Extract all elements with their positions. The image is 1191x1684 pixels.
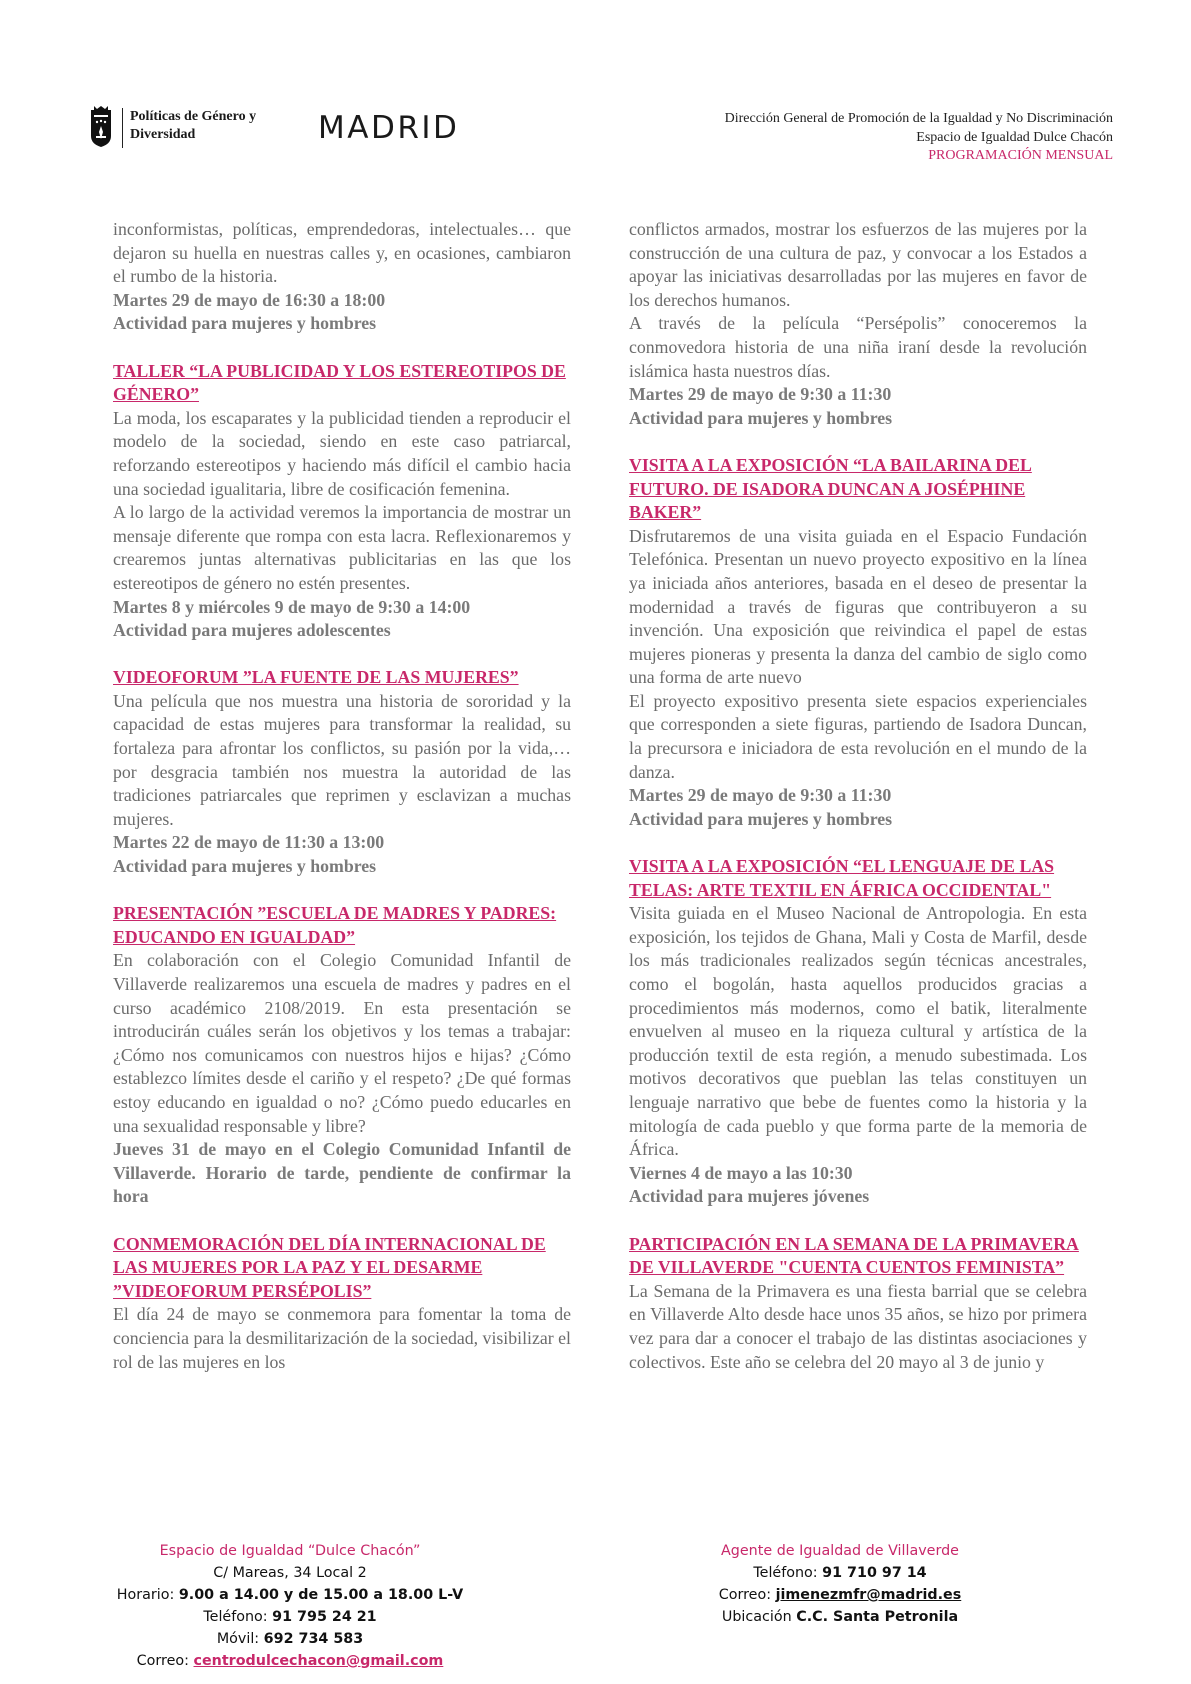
section-spacer bbox=[629, 430, 1087, 454]
activity-description: El día 24 de mayo se conmemora para fomentar la toma de conciencia para la desmilitarización de la sociedad, visibilizar el rol de las mujeres en los bbox=[113, 1304, 571, 1372]
email-label: Correo: bbox=[136, 1653, 194, 1669]
section-spacer bbox=[629, 1209, 1087, 1233]
activity-schedule: Actividad para mujeres y hombres bbox=[629, 808, 893, 829]
footer-right-contact bbox=[580, 1540, 1100, 1628]
footer-left-hours bbox=[30, 1584, 550, 1606]
activity-description: Disfrutaremos de una visita guiada en el Espacio Fundación Telefónica. Presentan un nuevo proyecto expositivo en la línea ya iniciada años anteriores, basada en el deseo de presentar la modernidad a través de figuras que contribuyeron a su invención. Una exposición que reivindica el papel de estas mujeres pioneras y presenta la danza del cambio de siglo como una forma de arte nuevo bbox=[629, 525, 1087, 688]
activity-schedule: Jueves 31 de mayo en el Colegio Comunidad Infantil de Villaverde. Horario de tarde, pendiente de confirmar la hora bbox=[113, 1139, 571, 1207]
activity-description: A través de la película “Persépolis” conoceremos la conmovedora historia de una niña iraní desde la revolución islámica hasta nuestros días. bbox=[629, 313, 1087, 381]
footer-left-title: Espacio de Igualdad “Dulce Chacón” bbox=[159, 1543, 421, 1559]
footer-left-address: C/ Mareas, 34 Local 2 bbox=[213, 1565, 367, 1581]
footer-left-email bbox=[30, 1650, 550, 1672]
phone-value: 91 795 24 21 bbox=[272, 1609, 377, 1625]
header-right-block bbox=[725, 110, 1113, 166]
activity-schedule: Martes 29 de mayo de 9:30 a 11:30 bbox=[629, 384, 892, 405]
madrid-crest-icon bbox=[88, 106, 114, 148]
footer-right-email bbox=[580, 1584, 1100, 1606]
footer-right-title: Agente de Igualdad de Villaverde bbox=[721, 1543, 959, 1559]
department-line-2: Diversidad bbox=[130, 127, 196, 142]
phone-value: 91 710 97 14 bbox=[822, 1565, 927, 1581]
mobile-label: Móvil: bbox=[216, 1631, 264, 1647]
activity-schedule: Martes 29 de mayo de 9:30 a 11:30 bbox=[629, 785, 892, 806]
activity-schedule: Martes 29 de mayo de 16:30 a 18:00 bbox=[113, 289, 386, 310]
activity-description: conflictos armados, mostrar los esfuerzos de las mujeres por la construcción de una cultura de paz, y convocar a los Estados a apoyar las iniciativas desarrolladas por las mujeres en favor de los derechos humanos. bbox=[629, 219, 1087, 310]
location-value: C.C. Santa Petronila bbox=[796, 1609, 959, 1625]
section-spacer bbox=[113, 336, 571, 360]
phone-label: Teléfono: bbox=[203, 1609, 273, 1625]
footer-left-mobile bbox=[30, 1628, 550, 1650]
left-column bbox=[113, 218, 571, 1536]
activity-description: En colaboración con el Colegio Comunidad Infantil de Villaverde realizaremos una escuela de madres y padres en el curso académico 2108/2019. En esta presentación se introducirán cuáles serán los objetivos y los temas a trabajar: ¿Cómo nos comunicamos con nuestros hijos e hijas? ¿Cómo establezco límites desde el cariño y el respeto? ¿De qué formas estoy educando en igualdad o no? ¿Cómo puedo educarles en una sexualidad responsable y libre? bbox=[113, 950, 571, 1136]
phone-label: Teléfono: bbox=[753, 1565, 823, 1581]
department-name bbox=[130, 108, 256, 144]
activity-schedule: Actividad para mujeres y hombres bbox=[629, 407, 893, 428]
section-spacer bbox=[113, 879, 571, 903]
hours-label: Horario: bbox=[116, 1587, 179, 1603]
footer-right-phone bbox=[580, 1562, 1100, 1584]
programming-line: PROGRAMACIÓN MENSUAL bbox=[928, 148, 1113, 164]
activity-schedule: Martes 22 de mayo de 11:30 a 13:00 bbox=[113, 832, 385, 853]
activity-schedule: Actividad para mujeres y hombres bbox=[113, 313, 377, 334]
location-label: Ubicación bbox=[721, 1609, 797, 1625]
footer-left-phone bbox=[30, 1606, 550, 1628]
activity-title: VISITA A LA EXPOSICIÓN “EL LENGUAJE DE LAS TELAS: ARTE TEXTIL EN ÁFRICA OCCIDENTAL" bbox=[629, 856, 1055, 900]
section-spacer bbox=[113, 643, 571, 667]
activity-title: VIDEOFORUM ”LA FUENTE DE LAS MUJERES” bbox=[113, 667, 519, 688]
footer-right-location bbox=[580, 1606, 1100, 1628]
brand-divider bbox=[122, 108, 123, 148]
direction-line: Dirección General de Promoción de la Igualdad y No Discriminación bbox=[724, 111, 1113, 126]
activity-title: CONMEMORACIÓN DEL DÍA INTERNACIONAL DE LAS MUJERES POR LA PAZ Y EL DESARME ”VIDEOFORUM PERSÉPOLIS” bbox=[113, 1233, 546, 1301]
hours-value: 9.00 a 14.00 y de 15.00 a 18.00 L-V bbox=[178, 1587, 464, 1603]
activity-schedule: Viernes 4 de mayo a las 10:30 bbox=[629, 1162, 853, 1183]
activity-description: Visita guiada en el Museo Nacional de Antropologia. En esta exposición, los tejidos de Ghana, Mali y Costa de Marfil, desde los más tradicionales realizados según técnicas ancestrales, como el bogolán, hasta aquellos producidos gracias a procedimientos más modernos, como el batik, literalmente envuelven al museo en la riqueza cultural y artística de la producción textil de esta región, a menudo subestimada. Los motivos decorativos que pueblan las telas constituyen un lenguaje narrativo que bebe de fuentes como la historia y la mitología de cada pueblo y que forma parte de la memoria de África. bbox=[629, 903, 1087, 1160]
space-line: Espacio de Igualdad Dulce Chacón bbox=[916, 129, 1113, 145]
madrid-wordmark: MADRID bbox=[318, 110, 460, 146]
department-line-1: Políticas de Género y bbox=[130, 109, 257, 124]
activity-description: inconformistas, políticas, emprendedoras, intelectuales… que dejaron su huella en nuestras calles y, en ocasiones, cambiaron el rumbo de la historia. bbox=[113, 219, 571, 287]
footer-left-contact bbox=[30, 1540, 550, 1672]
activity-description: A lo largo de la actividad veremos la importancia de mostrar un mensaje diferente que rompa con esta lacra. Reflexionaremos y crearemos juntas alternativas publicitarias en las que los estereotipos de género no estén presentes. bbox=[113, 502, 571, 593]
mobile-value: 692 734 583 bbox=[263, 1631, 364, 1647]
activity-schedule: Actividad para mujeres y hombres bbox=[113, 856, 377, 877]
right-column bbox=[629, 218, 1087, 1536]
section-spacer bbox=[629, 831, 1087, 855]
activity-schedule: Actividad para mujeres adolescentes bbox=[113, 620, 391, 641]
email-link[interactable]: centrodulcechacon@gmail.com bbox=[193, 1653, 444, 1669]
activity-title: PARTICIPACIÓN EN LA SEMANA DE LA PRIMAVERA DE VILLAVERDE "CUENTA CUENTOS FEMINISTA” bbox=[629, 1233, 1079, 1278]
activity-title: PRESENTACIÓN ”ESCUELA DE MADRES Y PADRES: EDUCANDO EN IGUALDAD” bbox=[113, 903, 557, 947]
activity-description: La Semana de la Primavera es una fiesta barrial que se celebra en Villaverde Alto desde hace unos 35 años, se hizo por primera vez para dar a conocer el trabajo de las distintas asociaciones y colectivos. Este año se celebra del 20 mayo al 3 de junio y bbox=[629, 1280, 1087, 1372]
section-spacer bbox=[113, 1209, 571, 1233]
email-link[interactable]: jimenezmfr@madrid.es bbox=[775, 1587, 962, 1603]
activity-description: Una película que nos muestra una historia de sororidad y la capacidad de estas mujeres para transformar la realidad, su fortaleza para afrontar los conflictos, su pasión por la vida,… por desgracia también nos muestra la autoridad de las tradiciones patriarcales que reprimen y esclavizan a muchas mujeres. bbox=[113, 690, 571, 829]
activity-description: El proyecto expositivo presenta siete espacios experienciales que corresponden a siete figuras, partiendo de Isadora Duncan, la precursora e iniciadora de esta revolución en el mundo de la danza. bbox=[629, 690, 1087, 782]
email-label: Correo: bbox=[718, 1587, 776, 1603]
activity-schedule: Actividad para mujeres jóvenes bbox=[629, 1186, 870, 1207]
activity-title: VISITA A LA EXPOSICIÓN “LA BAILARINA DEL FUTURO. DE ISADORA DUNCAN A JOSÉPHINE BAKER” bbox=[629, 454, 1032, 523]
activity-title: TALLER “LA PUBLICIDAD Y LOS ESTEREOTIPOS DE GÉNERO” bbox=[113, 360, 566, 405]
activity-description: La moda, los escaparates y la publicidad tienden a reproducir el modelo de la sociedad, siendo en este caso patriarcal, reforzando estereotipos y haciendo más difícil el cambio hacia una sociedad igualitaria, libre de cosificación femenina. bbox=[113, 407, 571, 499]
activity-schedule: Martes 8 y miércoles 9 de mayo de 9:30 a 14:00 bbox=[113, 596, 471, 617]
